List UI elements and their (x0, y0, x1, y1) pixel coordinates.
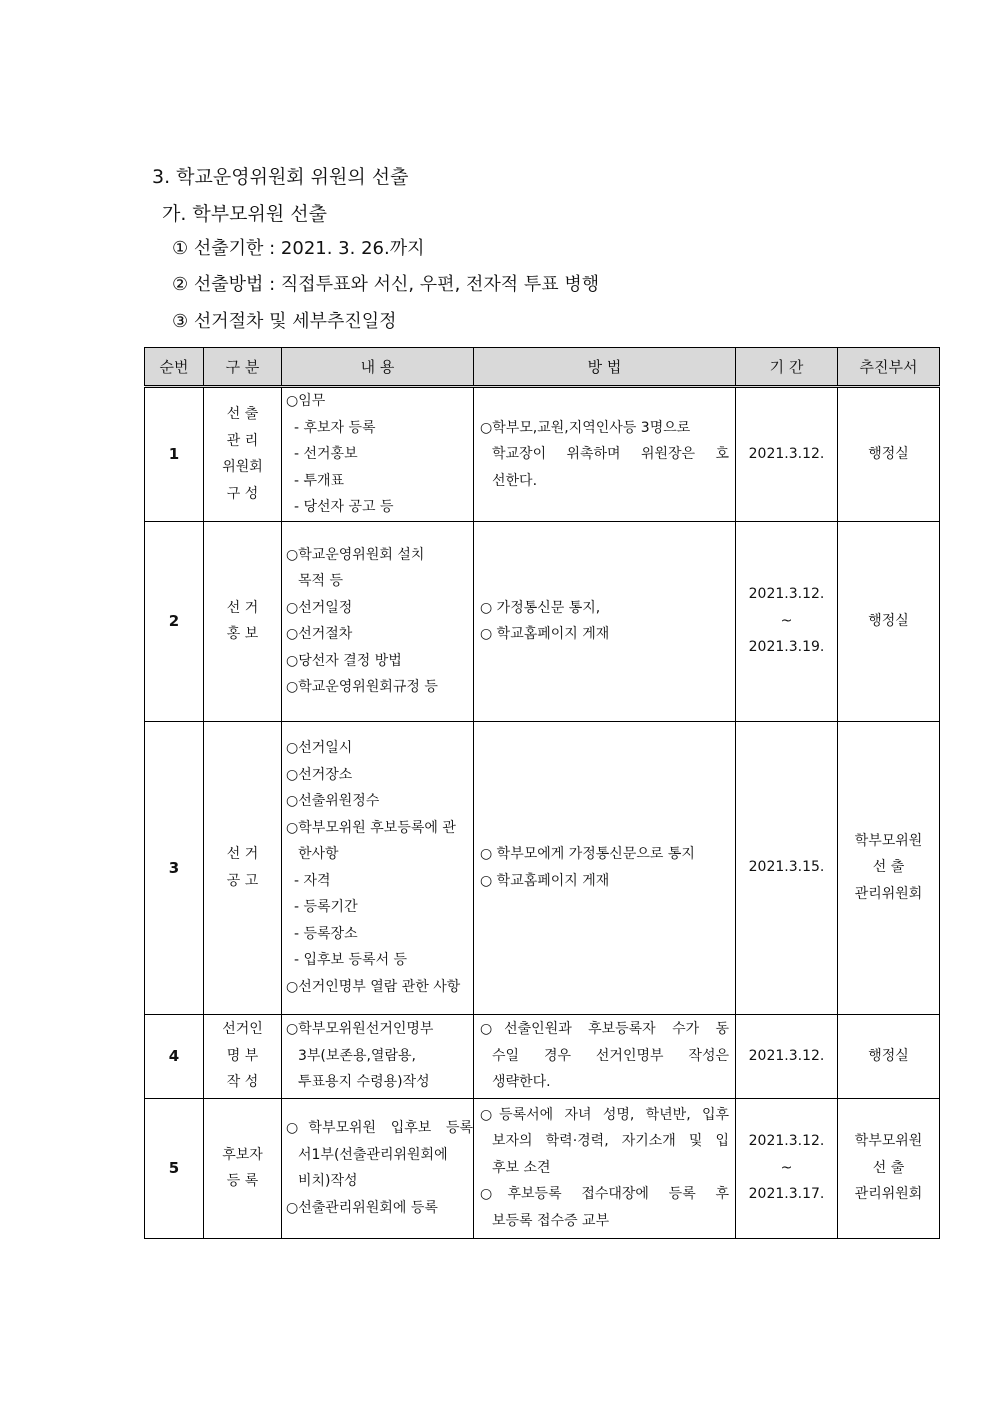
row-num: 3 (145, 721, 204, 1014)
row-content (282, 721, 474, 1014)
row-num: 4 (145, 1014, 204, 1098)
table-row (145, 1098, 940, 1238)
dept-line: 학부모위원 (854, 1133, 923, 1150)
row-method (474, 387, 736, 522)
method-line: ○학부모,교원,지역인사등 3명으로 (480, 419, 691, 436)
content-line: 서1부(선출관리위원회에 (298, 1146, 448, 1163)
content-line: ○학부모위원선거인명부 (286, 1021, 434, 1038)
method-line: ○ 학교홈페이지 게재 (480, 626, 610, 642)
content-line: - 당선자 공고 등 (294, 499, 394, 515)
category-line: 구 성 (226, 485, 259, 502)
content-line: ○선거일시 (286, 740, 353, 756)
dept-line: 행정실 (868, 1047, 909, 1064)
content-line: - 자격 (294, 872, 331, 889)
table-row (145, 721, 940, 1014)
method-line: ○선출인원과 후보등록자 수가 동 (480, 1021, 729, 1038)
table-row (145, 1014, 940, 1098)
dept-line: 행정실 (868, 612, 909, 629)
method-line: 수일 경우 선거인명부 작성은 (492, 1047, 729, 1064)
category-line: 선거인 (222, 1021, 263, 1038)
header-dept: 추진부서 (838, 348, 940, 387)
category-line: 명 부 (226, 1047, 259, 1064)
category-line: 선 출 (226, 406, 259, 423)
row-dept (838, 521, 940, 721)
content-line: ○선거장소 (286, 766, 353, 783)
period-line: 2021.3.15. (748, 859, 825, 876)
row-dept (838, 1014, 940, 1098)
content-line: ○임무 (286, 393, 326, 409)
row-content (282, 1014, 474, 1098)
content-line: 한사항 (298, 846, 339, 862)
table-row (145, 521, 940, 721)
row-category (204, 521, 282, 721)
content-line: ○선거인명부 열람 관한 사항 (286, 978, 461, 995)
dept-line: 행정실 (868, 446, 909, 462)
method-line: 보등록 접수증 교부 (492, 1212, 610, 1229)
dept-line: 선 출 (872, 859, 905, 876)
table-row (145, 387, 940, 522)
item-method: ② 선출방법 : 직접투표와 서신, 우편, 전자적 투표 병행 (172, 274, 600, 295)
content-line: ○학부모위원 입후보 등록 (286, 1120, 473, 1136)
row-num: 1 (145, 387, 204, 522)
table-header-row (145, 348, 940, 387)
category-line: 후보자 (222, 1146, 263, 1163)
content-line: 비치)작성 (298, 1173, 358, 1189)
method-line: 후보 소견 (492, 1159, 551, 1176)
content-line: ○학부모위원 후보등록에 관 (286, 819, 456, 836)
category-line: 선 거 (226, 846, 259, 862)
row-num: 2 (145, 521, 204, 721)
dept-line: 관리위원회 (854, 885, 923, 902)
header-period: 기 간 (736, 348, 838, 387)
method-line: 학교장이 위촉하며 위원장은 호 (492, 446, 729, 462)
content-line: 투표용지 수령용)작성 (298, 1074, 430, 1091)
category-line: 등 록 (226, 1173, 259, 1189)
dept-line: 학부모위원 (854, 832, 923, 849)
header-category: 구 분 (204, 348, 282, 387)
row-category (204, 1098, 282, 1238)
row-method (474, 521, 736, 721)
period-line: ~ (780, 1159, 793, 1176)
period-line: ~ (780, 612, 793, 629)
method-line: ○ 학부모에게 가정통신문으로 통지 (480, 846, 695, 862)
method-line: ○등록서에 자녀 성명, 학년반, 입후 (480, 1106, 729, 1123)
row-period (736, 1014, 838, 1098)
category-line: 위원회 (222, 459, 263, 476)
content-line: ○학교운영위원회규정 등 (286, 679, 438, 695)
row-category (204, 1014, 282, 1098)
category-line: 공 고 (226, 872, 259, 889)
content-line: - 입후보 등록서 등 (294, 952, 408, 968)
period-line: 2021.3.17. (748, 1186, 825, 1203)
row-category (204, 721, 282, 1014)
period-line: 2021.3.19. (748, 639, 825, 656)
dept-line: 선 출 (872, 1159, 905, 1176)
subsection-heading: 가. 학부모위원 선출 (162, 203, 327, 225)
content-line: ○선출관리위원회에 등록 (286, 1199, 438, 1216)
row-method (474, 1098, 736, 1238)
row-period (736, 1098, 838, 1238)
method-line: 선한다. (492, 472, 538, 489)
row-content (282, 387, 474, 522)
content-line: ○선거절차 (286, 626, 353, 642)
dept-line: 관리위원회 (854, 1186, 923, 1203)
row-num: 5 (145, 1098, 204, 1238)
row-dept (838, 1098, 940, 1238)
content-line: ○선거일정 (286, 599, 353, 616)
row-dept (838, 721, 940, 1014)
category-line: 홍 보 (226, 626, 259, 642)
content-line: ○당선자 결정 방법 (286, 652, 402, 669)
content-line: 3부(보존용,열람용, (298, 1047, 416, 1064)
content-line: - 선거홍보 (294, 446, 358, 462)
content-line: ○학교운영위원회 설치 (286, 546, 425, 563)
schedule-table (144, 347, 940, 1239)
category-line: 작 성 (226, 1074, 259, 1091)
period-line: 2021.3.12. (748, 1047, 825, 1064)
row-content (282, 521, 474, 721)
row-method (474, 1014, 736, 1098)
item-deadline: ① 선출기한 : 2021. 3. 26.까지 (172, 238, 425, 259)
content-line: - 등록장소 (294, 925, 358, 942)
row-period (736, 387, 838, 522)
period-line: 2021.3.12. (748, 586, 825, 603)
item-procedure: ③ 선거절차 및 세부추진일정 (172, 311, 397, 332)
row-period (736, 521, 838, 721)
content-line: - 후보자 등록 (294, 419, 376, 436)
method-line: 생략한다. (492, 1074, 551, 1091)
header-content: 내 용 (282, 348, 474, 387)
period-line: 2021.3.12. (748, 1133, 825, 1150)
method-line: ○후보등록 접수대장에 등록 후 (480, 1186, 729, 1203)
category-line: 선 거 (226, 599, 259, 616)
category-line: 관 리 (226, 432, 259, 449)
content-line: ○선출위원정수 (286, 793, 380, 809)
method-line: ○ 가정통신문 통지, (480, 599, 601, 616)
method-line: 보자의 학력·경력, 자기소개 및 입 (492, 1133, 729, 1150)
section-heading: 3. 학교운영위원회 위원의 선출 (152, 166, 409, 188)
row-method (474, 721, 736, 1014)
row-period (736, 721, 838, 1014)
header-method: 방 법 (474, 348, 736, 387)
content-line: - 등록기간 (294, 899, 358, 915)
content-line: 목적 등 (298, 573, 344, 589)
row-dept (838, 387, 940, 522)
header-num: 순번 (145, 348, 204, 387)
period-line: 2021.3.12. (748, 446, 825, 462)
row-category (204, 387, 282, 522)
row-content (282, 1098, 474, 1238)
method-line: ○ 학교홈페이지 게재 (480, 872, 610, 889)
content-line: - 투개표 (294, 472, 345, 489)
